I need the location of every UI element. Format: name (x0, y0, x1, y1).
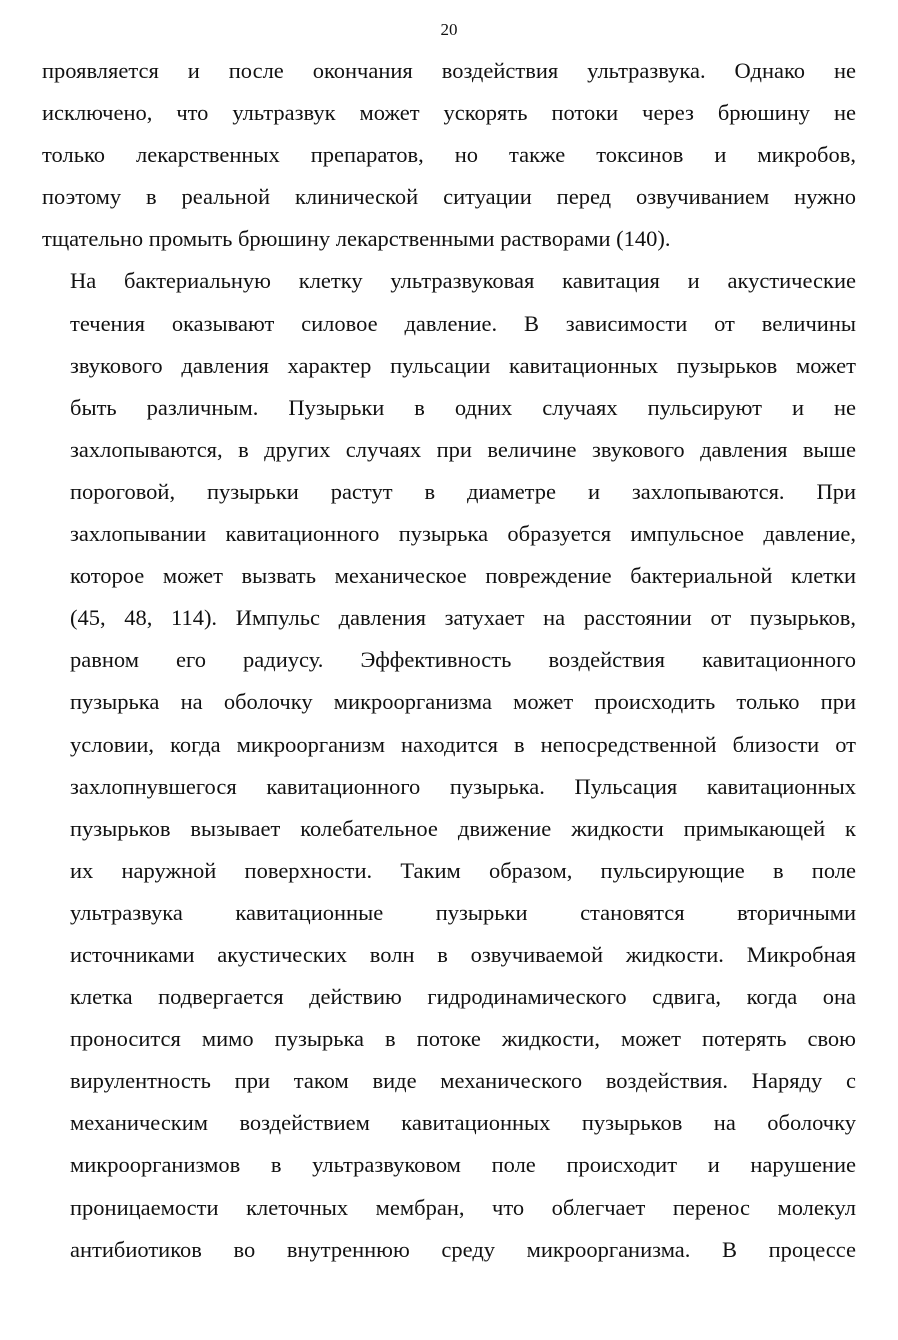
text-line: захлопывании кавитационного пузырька образуется импульсное давление, (70, 521, 856, 547)
text-line: микроорганизмов в ультразвуковом поле происходит и нарушение (70, 1152, 856, 1178)
text-line: только лекарственных препаратов, но также токсинов и микробов, (42, 142, 856, 168)
text-line: которое может вызвать механическое повреждение бактериальной клетки (70, 563, 856, 589)
text-line: быть различным. Пузырьки в одних случаях пульсируют и не (70, 394, 856, 420)
text-line: поэтому в реальной клинической ситуации перед озвучиванием нужно (42, 184, 856, 210)
text-line: (45, 48, 114). Импульс давления затухает на расстоянии от пузырьков, (70, 605, 856, 631)
text-line: захлопнувшегося кавитационного пузырька. Пульсация кавитационных (70, 773, 856, 799)
text-line: условии, когда микроорганизм находится в непосредственной близости от (70, 731, 856, 757)
text-line: проницаемости клеточных мембран, что облегчает перенос молекул (70, 1194, 856, 1220)
text-line: течения оказывают силовое давление. В зависимости от величины (70, 310, 856, 336)
text-line: проносится мимо пузырька в потоке жидкости, может потерять свою (70, 1026, 856, 1052)
text-line: тщательно промыть брюшину лекарственными растворами (140). (42, 226, 671, 252)
text-line: равном его радиусу. Эффективность воздействия кавитационного (70, 647, 856, 673)
text-line: источниками акустических волн в озвучиваемой жидкости. Микробная (70, 941, 856, 967)
text-line: исключено, что ультразвук может ускорять потоки через брюшину не (42, 100, 856, 126)
document-body (42, 50, 856, 1271)
text-line: механическим воздействием кавитационных пузырьков на оболочку (70, 1110, 856, 1136)
text-line: антибиотиков во внутреннюю среду микроорганизма. В процессе (70, 1236, 856, 1262)
text-line: звукового давления характер пульсации кавитационных пузырьков может (70, 352, 856, 378)
text-line: их наружной поверхности. Таким образом, пульсирующие в поле (70, 857, 856, 883)
text-line: пузырька на оболочку микроорганизма может происходить только при (70, 689, 856, 715)
text-line: вирулентность при таком виде механического воздействия. Наряду с (70, 1068, 856, 1094)
text-line: пороговой, пузырьки растут в диаметре и захлопываются. При (70, 478, 856, 504)
text-line: ультразвука кавитационные пузырьки становятся вторичными (70, 899, 856, 925)
text-line: пузырьков вызывает колебательное движение жидкости примыкающей к (70, 815, 856, 841)
text-line: проявляется и после окончания воздействия ультразвука. Однако не (42, 58, 856, 83)
paragraph (42, 50, 856, 260)
text-line: захлопываются, в других случаях при величине звукового давления выше (70, 436, 856, 462)
paragraph (42, 260, 856, 1270)
text-line: клетка подвергается действию гидродинамического сдвига, когда она (70, 984, 856, 1010)
page-number: 20 (440, 20, 458, 39)
text-line: На бактериальную клетку ультразвуковая кавитация и акустические (70, 268, 856, 294)
